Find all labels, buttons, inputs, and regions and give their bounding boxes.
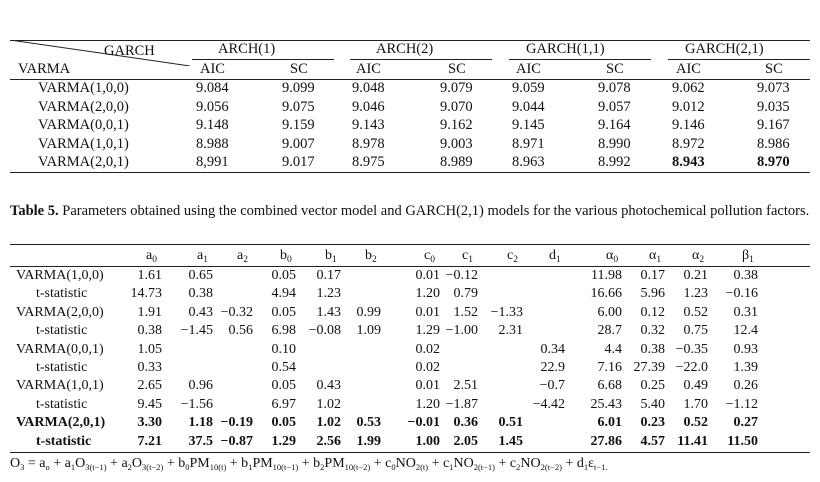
- table2-cell: 1.29: [271, 433, 296, 449]
- table2-cell: 0.34: [540, 341, 565, 357]
- table2-cell: 0.05: [271, 415, 296, 431]
- equation-term: O: [10, 456, 21, 471]
- table2-cell: 0.23: [640, 415, 665, 431]
- table2-col-header-base: α: [606, 248, 614, 263]
- equation-subscript: o: [45, 462, 50, 472]
- table2-cell: 0.96: [188, 378, 213, 394]
- table1-corner-top: GARCH: [104, 43, 155, 59]
- table1-cell: 8.990: [598, 135, 631, 152]
- table1-row-label: VARMA(2,0,1): [38, 154, 129, 170]
- table2-col-header-subscript: 0: [430, 255, 435, 265]
- table2-col-header-base: α: [692, 248, 700, 263]
- equation-term: NO: [453, 456, 474, 471]
- equation-term: PM: [252, 456, 273, 471]
- table2-col-header-base: a: [146, 248, 153, 263]
- table1-cell: 9.079: [440, 80, 473, 96]
- table2-cell: 0.05: [271, 268, 296, 283]
- table2-cell: 22.9: [540, 360, 565, 375]
- equation-subscript: 0: [185, 462, 190, 472]
- equation-term: PM: [324, 456, 345, 471]
- table2-cell: 7.21: [137, 433, 162, 449]
- table1-cell: 9.167: [757, 117, 790, 133]
- table2-col-header: [365, 247, 377, 266]
- table2-cell: 1.18: [188, 415, 213, 431]
- table2-cell: 0.10: [271, 341, 296, 357]
- table2-row-label: VARMA(1,0,0): [16, 268, 104, 283]
- table1-cell: 8.943: [672, 154, 705, 170]
- table1-cell: 8.970: [757, 154, 790, 170]
- table2-cell: 1.09: [356, 323, 381, 339]
- equation-term: + c: [495, 456, 517, 471]
- table2-row-label: t-statistic: [36, 360, 88, 375]
- table1-cell: 9.056: [196, 98, 229, 115]
- table1-cell: 9.044: [512, 98, 545, 115]
- table2-cell: 11.98: [591, 268, 622, 283]
- table1-cell: 9.003: [440, 135, 473, 152]
- table1-cell: 9.084: [196, 80, 229, 96]
- equation-subscript: 2(t): [415, 462, 429, 472]
- equation-subscript: 1: [70, 462, 76, 472]
- table2-col-header-subscript: 2: [513, 255, 518, 265]
- table2-cell: 0.25: [640, 378, 665, 394]
- table2-col-header-subscript: 1: [203, 255, 208, 265]
- table2-cell: −0.01: [407, 415, 440, 431]
- table2-cell: 0.38: [188, 286, 213, 302]
- table2-cell: 9.45: [137, 396, 162, 412]
- table2-cell: 12.4: [733, 323, 758, 339]
- table1-row-label: VARMA(0,0,1): [38, 117, 129, 133]
- equation-subscript: 3: [20, 462, 25, 472]
- table2-col-header: [325, 247, 337, 266]
- table2-cell: 0.75: [683, 323, 708, 339]
- table2-cell: 5.40: [640, 396, 665, 412]
- table1-group-arch1: ARCH(1): [218, 41, 276, 57]
- equation-subscript: 10(t−2): [344, 462, 371, 472]
- table2-col-header-base: α: [649, 248, 657, 263]
- table1-cell: 9.046: [352, 98, 385, 115]
- table1-subheader: AIC: [200, 61, 225, 77]
- table2-cell: 1.23: [316, 286, 341, 302]
- table2-cell: 0.01: [415, 268, 440, 283]
- equation-term: O: [75, 456, 86, 471]
- equation-subscript: 2: [127, 462, 132, 472]
- table1-group-garch11: GARCH(1,1): [526, 41, 605, 57]
- table2-cell: 6.97: [271, 396, 296, 412]
- table2-cell: 0.05: [271, 304, 296, 320]
- table2-cell: 27.86: [590, 433, 622, 449]
- table2-cell: 1.61: [137, 268, 162, 283]
- table2-cell: 6.01: [597, 415, 622, 431]
- table2-cell: 7.16: [597, 360, 622, 375]
- table1-cell: 8.989: [440, 154, 473, 170]
- table1-cell: 8.971: [512, 135, 545, 152]
- table2-cell: −4.42: [532, 396, 565, 412]
- table2-cell: 0.54: [271, 360, 296, 375]
- table2-cell: −1.00: [445, 323, 478, 339]
- table1-cell: 9.007: [282, 135, 315, 152]
- equation-term: + d: [561, 456, 584, 471]
- table2-cell: −0.12: [445, 268, 478, 283]
- table2-cell: 0.27: [733, 415, 758, 431]
- table2-bottom-rule: [10, 452, 810, 453]
- table2-cell: 1.52: [453, 304, 478, 320]
- table2-cell: 11.50: [727, 433, 758, 449]
- table2-col-header-subscript: 2: [243, 255, 248, 265]
- table1-group-garch21: GARCH(2,1): [685, 41, 764, 57]
- table2-cell: 0.65: [188, 268, 213, 283]
- table2-col-header: [692, 247, 704, 266]
- table2-row-label: t-statistic: [36, 433, 92, 449]
- table2-cell: 2.51: [453, 378, 478, 394]
- table2-cell: 37.5: [188, 433, 213, 449]
- table2-cell: 1.43: [316, 304, 341, 320]
- table2-cell: 2.05: [453, 433, 478, 449]
- table2-cell: 1.20: [415, 286, 440, 302]
- table2-cell: 0.52: [683, 304, 708, 320]
- equation-subscript: 3(t−1): [85, 462, 107, 472]
- table2-cell: −1.56: [180, 396, 213, 412]
- table2-col-header-base: a: [237, 248, 244, 263]
- table1-cell: 9.070: [440, 98, 473, 115]
- table1-group-underline-2: [350, 59, 492, 60]
- table1-cell: 9.048: [352, 80, 385, 96]
- table2-col-header-base: c: [462, 248, 469, 263]
- equation-subscript: t−1.: [593, 462, 608, 472]
- equation-term: + c: [428, 456, 450, 471]
- table2-cell: 0.79: [453, 286, 478, 302]
- equation-term: ε: [588, 456, 594, 471]
- table2-cell: −0.7: [539, 378, 565, 394]
- table2-cell: 0.02: [415, 360, 440, 375]
- table2-cell: 0.02: [415, 341, 440, 357]
- table2-col-header-subscript: 2: [372, 255, 377, 265]
- equation-term: + b: [298, 456, 321, 471]
- table2-cell: −0.19: [220, 415, 253, 431]
- table2-cell: −1.45: [180, 323, 213, 339]
- equation-subscript: 2(t−1): [473, 462, 496, 472]
- table5-caption: [10, 202, 810, 220]
- caption-text: Parameters obtained using the combined vector model and GARCH(2,1) models for the various photochemical pollution factors.: [58, 203, 810, 219]
- table1-cell: 9.159: [282, 117, 315, 133]
- table2-cell: 0.99: [356, 304, 381, 320]
- table2-cell: 0.21: [683, 268, 708, 283]
- table1-bottom-rule: [10, 172, 810, 173]
- table2-col-header-subscript: 0: [152, 255, 157, 265]
- equation-term: NO: [520, 456, 541, 471]
- equation-subscript: 10(t−1): [272, 462, 299, 472]
- equation-subscript: 2: [320, 462, 325, 472]
- equation-subscript: 2(t−2): [540, 462, 562, 472]
- table2-cell: 2.56: [316, 433, 341, 449]
- equation-subscript: 1: [248, 462, 253, 472]
- table2-cell: 14.73: [130, 286, 162, 302]
- table2-cell: 4.94: [271, 286, 296, 302]
- equation-subscript: 3(t−2): [142, 462, 164, 472]
- table2-col-header-subscript: 1: [656, 255, 662, 265]
- table2-cell: 1.45: [498, 433, 523, 449]
- table1-row-label: VARMA(2,0,0): [38, 98, 129, 115]
- table2-col-header: [606, 247, 618, 266]
- table2-cell: 0.17: [640, 268, 665, 283]
- model-equation: [10, 456, 608, 472]
- table2-col-header-subscript: 2: [699, 255, 705, 265]
- table2-col-header-subscript: 1: [556, 255, 561, 265]
- table2-col-header-subscript: 1: [332, 255, 337, 265]
- table2-row-label: VARMA(2,0,0): [16, 304, 104, 320]
- table1-cell: 9.012: [672, 98, 705, 115]
- table2-cell: 5.96: [640, 286, 665, 302]
- table2-col-header: [507, 247, 518, 266]
- table1-cell: 9.035: [757, 98, 790, 115]
- table2-cell: 4.57: [640, 433, 665, 449]
- table2-cell: 0.53: [356, 415, 381, 431]
- table1-cell: 9.075: [282, 98, 315, 115]
- table1-subheader: AIC: [676, 61, 701, 77]
- table2-col-header-base: d: [549, 248, 556, 263]
- table1-cell: 8.992: [598, 154, 631, 170]
- table2-cell: 0.43: [316, 378, 341, 394]
- table2-cell: −0.16: [725, 286, 758, 302]
- table1-group-underline-1: [192, 59, 334, 60]
- table2-col-header: [197, 247, 208, 266]
- table2-col-header: [649, 247, 661, 266]
- table1-cell: 8.988: [196, 135, 229, 152]
- table1-cell: 9.143: [352, 117, 385, 133]
- table1-subheader: SC: [290, 61, 308, 77]
- table2-cell: 0.01: [415, 378, 440, 394]
- table2-cell: 6.68: [597, 378, 622, 394]
- table2-cell: 1.05: [137, 341, 162, 357]
- equation-subscript: 1: [449, 462, 454, 472]
- table1-group-arch2: ARCH(2): [376, 41, 434, 57]
- equation-term: NO: [395, 456, 416, 471]
- table2-cell: 0.52: [683, 415, 708, 431]
- equation-term: O: [131, 456, 143, 471]
- table2-cell: 11.41: [677, 433, 708, 449]
- equation-subscript: 10(t): [209, 462, 227, 472]
- table2-col-header: [237, 247, 248, 266]
- table2-cell: 0.31: [733, 304, 758, 320]
- table1-cell: 8.972: [672, 135, 705, 152]
- table2-cell: 0.33: [137, 360, 162, 375]
- table2-cell: −0.32: [220, 304, 253, 320]
- table2-cell: 1.91: [137, 304, 162, 320]
- table1-cell: 8,991: [196, 154, 229, 170]
- table2-col-header-base: c: [424, 248, 431, 263]
- table2-cell: −1.33: [490, 304, 523, 320]
- equation-term: + a: [106, 456, 128, 471]
- table2-cell: −0.35: [675, 341, 708, 357]
- table2-cell: 2.31: [498, 323, 523, 339]
- table2-cell: −0.08: [308, 323, 341, 339]
- table2-cell: 16.66: [590, 286, 622, 302]
- table1-cell: 9.059: [512, 80, 545, 96]
- table2-row-label: VARMA(0,0,1): [16, 341, 104, 357]
- table1-cell: 8.978: [352, 135, 385, 152]
- table2-cell: 6.98: [271, 323, 296, 339]
- table1-group-underline-3: [509, 59, 651, 60]
- table1-row-label: VARMA(1,0,1): [38, 135, 129, 152]
- table1-row-label: VARMA(1,0,0): [38, 80, 129, 96]
- table2-col-header-base: c: [507, 248, 514, 263]
- table2-cell: 1.70: [683, 396, 708, 412]
- equation-subscript: 1: [583, 462, 589, 472]
- equation-term: + c: [370, 456, 392, 471]
- table2-row-label: VARMA(2,0,1): [16, 415, 106, 431]
- table2-row-label: t-statistic: [36, 323, 88, 339]
- table1-cell: 9.148: [196, 117, 229, 133]
- table2-cell: 0.38: [640, 341, 665, 357]
- table1-group-underline-4: [668, 59, 810, 60]
- table2-col-header-subscript: 1: [749, 255, 754, 265]
- table2-cell: 1.29: [415, 323, 440, 339]
- table1-cell: 9.145: [512, 117, 545, 133]
- table2-col-header-subscript: 0: [613, 255, 619, 265]
- equation-term: PM: [189, 456, 210, 471]
- table2-cell: −0.87: [220, 433, 253, 449]
- table2-col-header-subscript: 1: [468, 255, 473, 265]
- table1-cell: 9.099: [282, 80, 315, 96]
- equation-subscript: 0: [391, 462, 396, 472]
- table2-cell: 0.05: [271, 378, 296, 394]
- equation-term: + a: [49, 456, 71, 471]
- table1-cell: 9.062: [672, 80, 705, 96]
- equation-term: + b: [226, 456, 249, 471]
- table2-col-header: [742, 247, 754, 266]
- table2-cell: 2.65: [137, 378, 162, 394]
- table1-cell: 9.162: [440, 117, 473, 133]
- table2-cell: 25.43: [590, 396, 622, 412]
- table2-cell: 0.93: [733, 341, 758, 357]
- table2-cell: 0.32: [640, 323, 665, 339]
- table2-cell: 1.20: [415, 396, 440, 412]
- caption-label: Table 5.: [10, 203, 59, 219]
- table2-col-header-base: a: [197, 248, 204, 263]
- table1-subheader: SC: [606, 61, 624, 77]
- table1-cell: 9.078: [598, 80, 631, 96]
- table2-row-label: t-statistic: [36, 396, 88, 412]
- table2-col-header: [146, 247, 157, 266]
- table2-cell: 0.26: [733, 378, 758, 394]
- equation-term: + b: [163, 456, 186, 471]
- table1-subheader: AIC: [356, 61, 381, 77]
- table2-cell: 0.49: [683, 378, 708, 394]
- table2-col-header: [280, 247, 292, 266]
- table1-subheader: SC: [448, 61, 466, 77]
- table2-cell: 6.00: [597, 304, 622, 320]
- table2-col-header: [462, 247, 473, 266]
- table2-cell: 28.7: [597, 323, 622, 339]
- equation-subscript: 2: [516, 462, 521, 472]
- table1-corner-bottom: VARMA: [18, 61, 71, 77]
- table2-cell: 1.23: [683, 286, 708, 302]
- table1-subheader: AIC: [516, 61, 541, 77]
- table1-cell: 8.986: [757, 135, 790, 152]
- equation-term: = a: [24, 456, 46, 471]
- table2-row-label: t-statistic: [36, 286, 88, 302]
- table2-cell: 0.36: [453, 415, 478, 431]
- table1-cell: 8.975: [352, 154, 385, 170]
- table2-col-header-base: β: [742, 248, 750, 263]
- table2-cell: 0.38: [137, 323, 162, 339]
- table2-cell: 1.02: [316, 415, 341, 431]
- table2-row-label: VARMA(1,0,1): [16, 378, 104, 394]
- table2-col-header-base: b: [325, 248, 332, 263]
- table2-cell: −1.12: [725, 396, 758, 412]
- table2-cell: 1.99: [356, 433, 381, 449]
- table1-cell: 9.073: [757, 80, 790, 96]
- table1-cell: 9.146: [672, 117, 705, 133]
- table2-cell: 0.56: [228, 323, 253, 339]
- table1-subheader: SC: [765, 61, 783, 77]
- table2-cell: 1.02: [316, 396, 341, 412]
- table2-cell: 0.12: [640, 304, 665, 320]
- table2-col-header-subscript: 0: [287, 255, 292, 265]
- table2-cell: 1.00: [415, 433, 440, 449]
- table2-col-header-base: b: [365, 248, 372, 263]
- table2-cell: 0.38: [733, 268, 758, 283]
- table1-cell: 9.057: [598, 98, 631, 115]
- table2-cell: 1.39: [733, 360, 758, 375]
- table2-top-rule: [10, 244, 810, 245]
- table2-cell: 0.17: [316, 268, 341, 283]
- table2-col-header: [549, 247, 561, 266]
- table2-cell: 3.30: [137, 415, 162, 431]
- table2-cell: 0.51: [498, 415, 523, 431]
- table1-cell: 9.017: [282, 154, 315, 170]
- table1-cell: 9.164: [598, 117, 631, 133]
- table2-cell: 0.01: [415, 304, 440, 320]
- table2-cell: −22.0: [675, 360, 708, 375]
- table1-cell: 8.963: [512, 154, 545, 170]
- table2-col-header-base: b: [280, 248, 287, 263]
- table2-cell: 0.43: [188, 304, 213, 320]
- table2-cell: 4.4: [604, 341, 622, 357]
- table2-col-header: [424, 247, 435, 266]
- table2-cell: −1.87: [445, 396, 478, 412]
- table2-cell: 27.39: [633, 360, 665, 375]
